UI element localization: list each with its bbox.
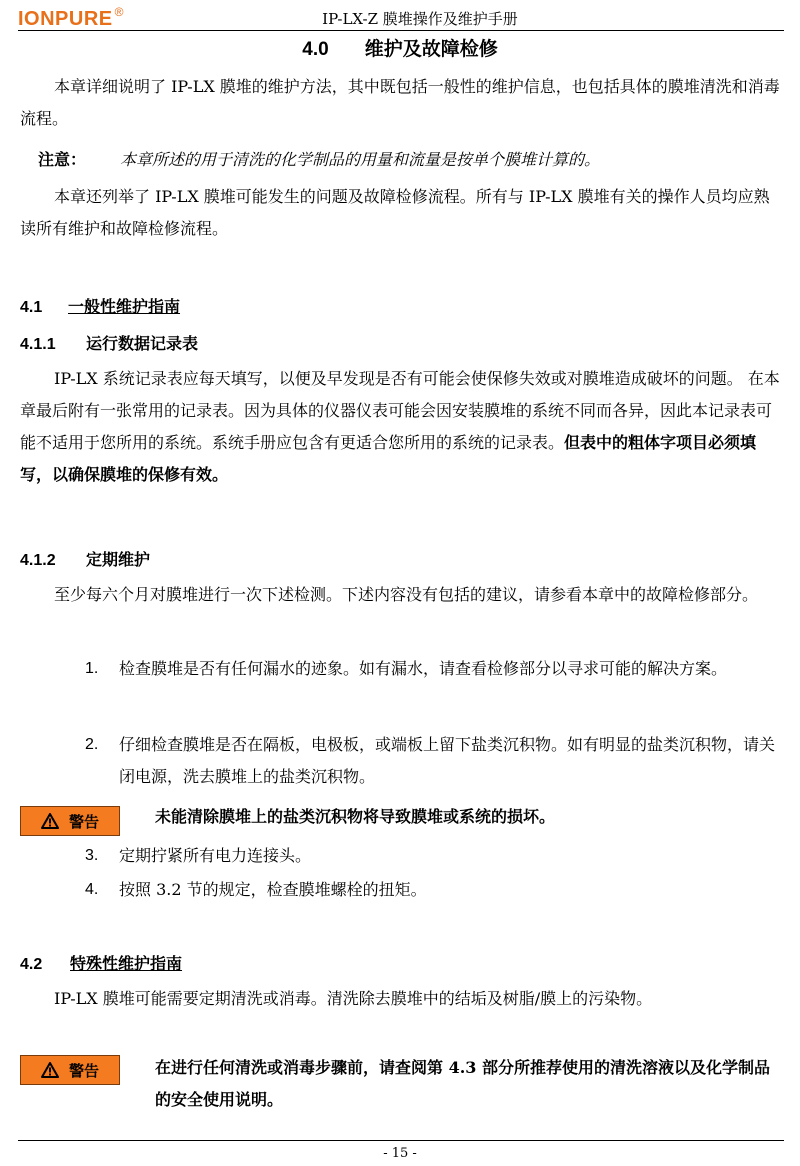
section-title: 运行数据记录表 [86,334,199,353]
ionpure-logo: IONPURE ® [18,5,124,30]
section-number: 4.1.2 [20,552,56,569]
section-4-1-1-heading [20,331,198,354]
document-title: IP-LX-Z 膜堆操作及维护手册 [322,10,518,28]
warning-badge [20,806,120,836]
warning-triangle-icon [41,1062,59,1078]
section-title: 定期维护 [86,550,151,569]
registered-mark: ® [114,5,124,19]
log-sheet-paragraph: IP-LX 系统记录表应每天填写，以便及早发现是否有可能会使保修失效或对膜堆造成破坏的问题。 在本章最后附有一张常用的记录表。因为具体的仪器仪表可能会因安装膜堆的系统不同而各异，因此本记录表可能不适用于您所用的系统。系统手册应包含有更适合您所用的系统的记录表。但表中的粗体字项目必须填写，以确保膜堆的保修有效。 [20,369,780,484]
chapter-number: 4.0 [302,39,329,60]
section-number: 4.2 [20,956,43,973]
log-sheet-bold-note: 但表中的粗体字项目必须填写，以确保膜堆的保修有效。 [20,433,757,484]
warning-label: 警告 [68,812,99,831]
special-maintenance-paragraph: IP-LX 膜堆可能需要定期清洗或消毒。清洗除去膜堆中的结垢及树脂/膜上的污染物。 [54,989,653,1008]
note [38,144,784,176]
list-item: 1. 检查膜堆是否有任何漏水的迹象。如有漏水，请查看检修部分以寻求可能的解决方案。 [85,659,728,678]
chapter-title: 维护及故障检修 [364,38,498,60]
warning-text: 在进行任何清洗或消毒步骤前，请查阅第 4.3 部分所推荐使用的清洗溶液以及化学制品的安全使用说明。 [155,1058,770,1109]
list-item: 4. 按照 3.2 节的规定，检查膜堆螺栓的扭矩。 [85,880,427,899]
section-number: 4.1.1 [20,336,56,353]
note-text: 本章所述的用于清洗的化学制品的用量和流量是按单个膜堆计算的。 [120,150,601,169]
page-number: - 15 - [383,1146,417,1161]
section-title: 特殊性维护指南 [70,954,183,973]
chapter-heading [0,34,800,61]
section-4-1-2-heading [20,547,150,570]
warning-badge [20,1055,120,1085]
header-rule [18,30,784,31]
section-4-2-heading [20,951,182,974]
warning-triangle-icon [41,813,59,829]
note-label: 注意： [38,150,87,169]
section-number: 4.1 [20,299,43,316]
list-item: 3. 定期拧紧所有电力连接头。 [85,846,312,865]
warning-label: 警告 [68,1061,99,1080]
list-item: 2. 仔细检查膜堆是否在隔板，电极板，或端板上留下盐类沉积物。如有明显的盐类沉积物，请关闭电源，洗去膜堆上的盐类沉积物。 [85,735,776,786]
intro-paragraph-2: 本章还列举了 IP-LX 膜堆可能发生的问题及故障检修流程。所有与 IP-LX 膜堆有关的操作人员均应熟读所有维护和故障检修流程。 [20,187,770,238]
section-title: 一般性维护指南 [68,297,181,316]
warning-text: 未能清除膜堆上的盐类沉积物将导致膜堆或系统的损坏。 [155,807,556,826]
footer-rule [18,1140,784,1141]
section-4-1-heading [20,294,180,317]
intro-paragraph-1: 本章详细说明了 IP-LX 膜堆的维护方法，其中既包括一般性的维护信息，也包括具体的膜堆清洗和消毒流程。 [20,77,780,128]
periodic-maintenance-paragraph: 至少每六个月对膜堆进行一次下述检测。下述内容没有包括的建议，请参看本章中的故障检修部分。 [54,585,759,604]
